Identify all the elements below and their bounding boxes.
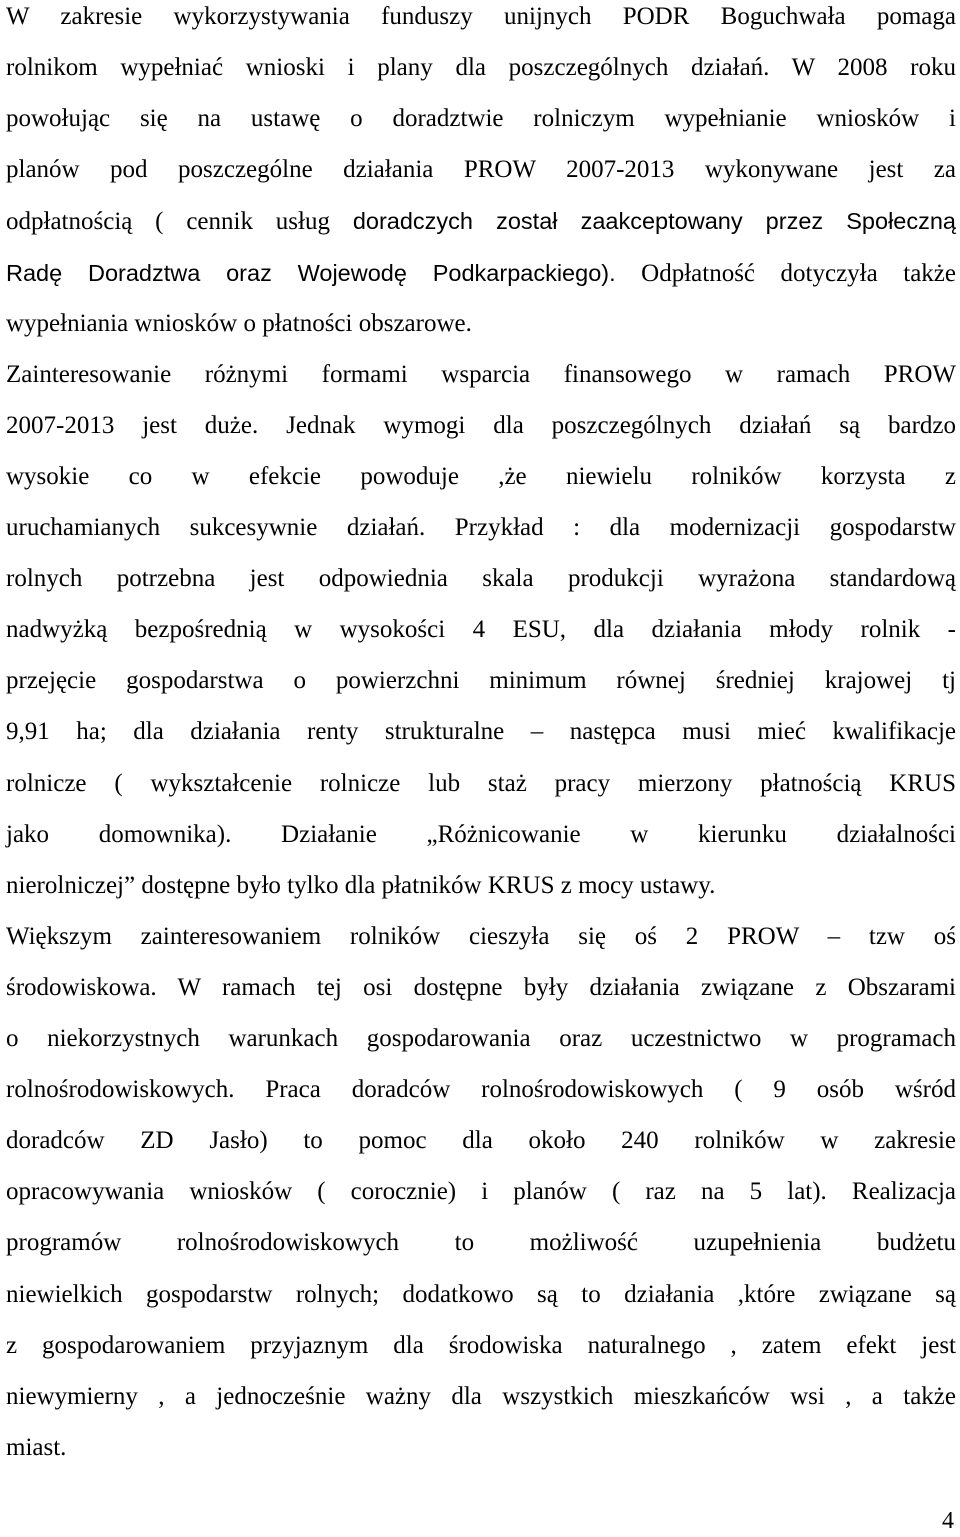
text-line [6, 559, 956, 599]
text-segment: planów pod poszczególne działania PROW 2007-2013 wykonywane jest za [6, 156, 956, 184]
text-segment: W zakresie wykorzystywania funduszy unijnych PODR Boguchwała pomaga [6, 3, 956, 30]
text-segment: o niekorzystnych warunkach gospodarowania oraz uczestnictwo w programach [6, 1025, 956, 1052]
text-line [6, 48, 956, 88]
text-line [6, 712, 956, 752]
text-line [6, 661, 956, 701]
text-segment: Zainteresowanie różnymi formami wsparcia finansowego w ramach PROW [6, 360, 956, 388]
text-line [6, 508, 956, 548]
page-number: 4 [942, 1508, 954, 1534]
text-line [6, 1275, 956, 1315]
text-segment: rolnicze ( wykształcenie rolnicze lub staż pracy mierzony płatnością KRUS [6, 769, 956, 797]
text-segment: 9,91 ha; dla działania renty strukturalne – następca musi mieć kwalifikacje [6, 718, 956, 746]
text-segment: wysokie co w efekcie powoduje ,że niewielu rolników korzysta z [6, 462, 956, 490]
text-segment: niewymierny , a jednocześnie ważny dla wszystkich mieszkańców wsi , a także [6, 1382, 956, 1410]
text-segment: rolnikom wypełniać wnioski i plany dla poszczególnych działań. W 2008 roku [6, 54, 956, 82]
text-segment: jako domownika). Działanie „Różnicowanie w kierunku działalności [6, 820, 956, 848]
text-line [6, 1172, 956, 1212]
text-segment: doradców ZD Jasło) to pomoc dla około 240 rolników w zakresie [6, 1127, 956, 1155]
text-line [6, 253, 956, 293]
text-line [6, 406, 956, 446]
text-segment: środowiskowa. W ramach tej osi dostępne były działania związane z Obszarami [6, 973, 956, 1001]
text-line [6, 1121, 956, 1161]
text-line [6, 304, 956, 344]
text-line [6, 457, 956, 497]
text-segment: powołując się na ustawę o doradztwie rolniczym wypełnianie wniosków i [6, 105, 956, 133]
text-segment: opracowywania wniosków ( corocznie) i planów ( raz na 5 lat). Realizacja [6, 1178, 956, 1206]
text-line [6, 610, 956, 650]
text-segment: rolnośrodowiskowych. Praca doradców rolnośrodowiskowych ( 9 osób wśród [6, 1076, 956, 1104]
text-line [6, 1326, 956, 1366]
text-line [6, 866, 956, 906]
text-segment: niewielkich gospodarstw rolnych; dodatkowo są to działania ,które związane są [6, 1280, 956, 1308]
text-segment: uruchamianych sukcesywnie działań. Przykład : dla modernizacji gospodarstw [6, 514, 956, 541]
text-line [6, 150, 956, 190]
text-segment: 2007-2013 jest duże. Jednak wymogi dla poszczególnych działań są bardzo [6, 411, 956, 439]
text-segment: miast. [6, 1433, 67, 1461]
text-line [6, 201, 956, 241]
text-line [6, 355, 956, 395]
text-line [6, 1019, 956, 1059]
text-line [6, 99, 956, 139]
text-segment: doradczych został zaakceptowany przez Społeczną [352, 208, 956, 235]
text-line [6, 0, 956, 37]
text-segment: Radę Doradztwa oraz Wojewodę Podkarpackiego). [6, 259, 616, 286]
text-segment: wypełniania wniosków o płatności obszarowe. [6, 309, 472, 337]
text-line [6, 917, 956, 957]
text-line [6, 815, 956, 855]
text-segment: Większym zainteresowaniem rolników cieszyła się oś 2 PROW – tzw oś [6, 922, 956, 950]
text-segment: z gospodarowaniem przyjaznym dla środowiska naturalnego , zatem efekt jest [6, 1331, 956, 1359]
text-segment: przejęcie gospodarstwa o powierzchni minimum równej średniej krajowej tj [6, 667, 956, 695]
text-line [6, 1428, 956, 1468]
text-segment: programów rolnośrodowiskowych to możliwość uzupełnienia budżetu [6, 1229, 956, 1257]
text-line [6, 968, 956, 1008]
text-line [6, 1377, 956, 1417]
text-line [6, 764, 956, 804]
text-segment: nadwyżką bezpośrednią w wysokości 4 ESU, dla działania młody rolnik - [6, 616, 956, 644]
text-line [6, 1223, 956, 1263]
text-segment: odpłatnością ( cennik usług [6, 208, 353, 236]
text-segment: nierolniczej” dostępne było tylko dla płatników KRUS z mocy ustawy. [6, 871, 716, 899]
text-line [6, 1070, 956, 1110]
text-segment: Odpłatność dotyczyła także [615, 259, 956, 287]
text-segment: rolnych potrzebna jest odpowiednia skala produkcji wyrażona standardową [6, 565, 956, 593]
